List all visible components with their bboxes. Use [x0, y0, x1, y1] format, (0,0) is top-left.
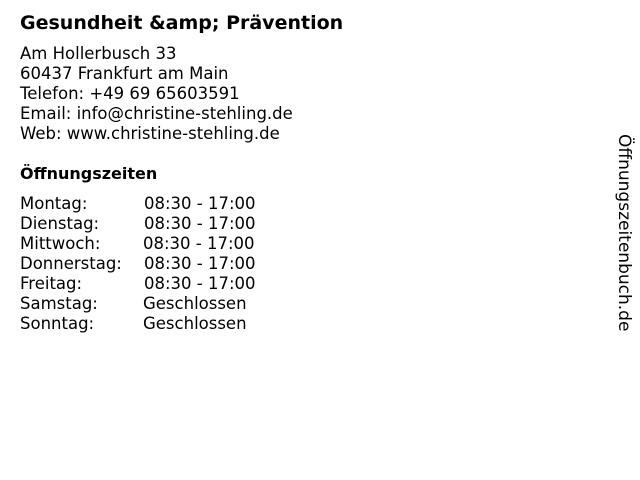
business-name: Gesundheit &amp; Prävention [20, 12, 344, 34]
day-label: Donnerstag: [20, 254, 122, 273]
email-line: Email: info@christine-stehling.de [20, 104, 293, 123]
website-line: Web: www.christine-stehling.de [20, 124, 280, 143]
time-value: 08:30 - 17:00 [144, 194, 256, 213]
day-label: Samstag: [20, 294, 98, 313]
time-value: 08:30 - 17:00 [143, 234, 255, 253]
day-label: Freitag: [20, 274, 83, 293]
time-value: 08:30 - 17:00 [144, 214, 256, 233]
phone-line: Telefon: +49 69 65603591 [20, 84, 240, 103]
time-value: Geschlossen [143, 314, 247, 333]
time-value: 08:30 - 17:00 [144, 274, 256, 293]
site-watermark: Öffnungszeitenbuch.de [614, 134, 634, 332]
day-label: Montag: [20, 194, 88, 213]
time-value: Geschlossen [143, 294, 247, 313]
opening-hours-heading: Öffnungszeiten [20, 164, 158, 183]
postal-city: 60437 Frankfurt am Main [20, 64, 229, 83]
day-label: Sonntag: [20, 314, 95, 333]
day-label: Mittwoch: [20, 234, 101, 253]
time-value: 08:30 - 17:00 [144, 254, 256, 273]
street-address: Am Hollerbusch 33 [20, 44, 177, 63]
day-label: Dienstag: [20, 214, 100, 233]
address-block [20, 44, 293, 144]
